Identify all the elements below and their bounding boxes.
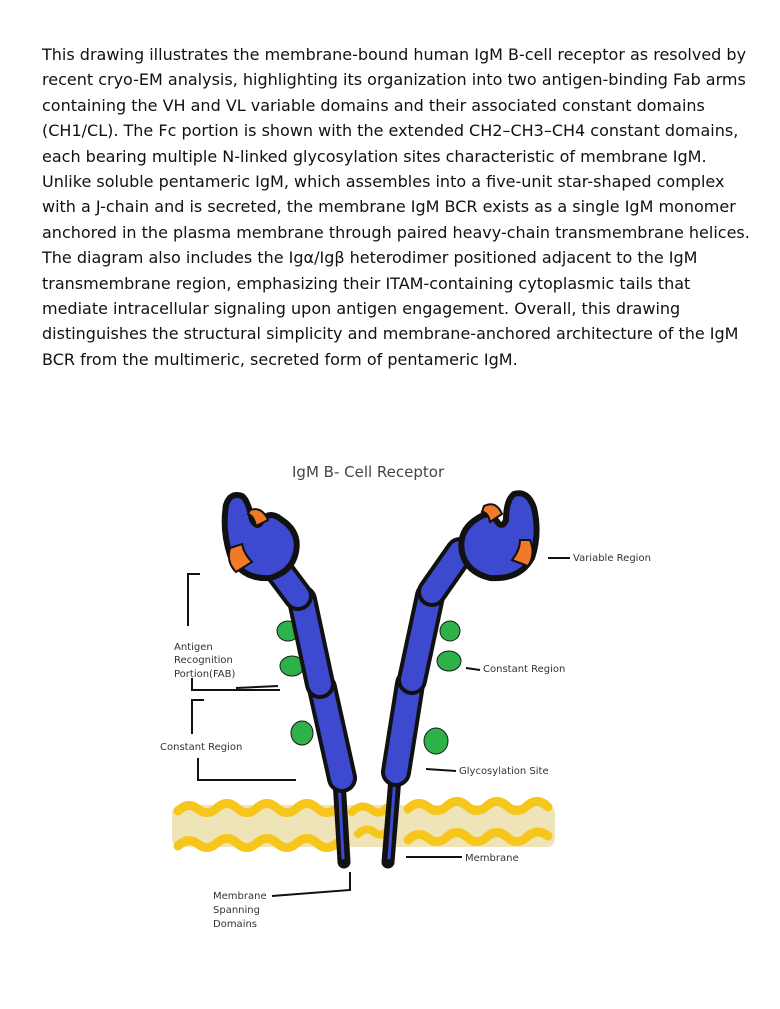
- glycan-right-2: [437, 651, 461, 671]
- membrane-bilayer: [172, 801, 555, 847]
- label-variable-region: Variable Region: [573, 553, 651, 564]
- label-antigen-recognition-3: Portion(FAB): [174, 669, 236, 680]
- label-antigen-recognition-1: Antigen: [174, 642, 213, 653]
- diagram-title: IgM B- Cell Receptor: [292, 463, 445, 481]
- glycosylation-leader: [426, 769, 456, 771]
- membrane-top-leaflet: [178, 803, 338, 812]
- glycan-right-3: [424, 728, 448, 754]
- description-paragraph: This drawing illustrates the membrane-bound human IgM B-cell receptor as resolved by recent cryo-EM analysis, highlighting its organization into two antigen-binding Fab arms containing the VH and VL variable domains and their associated constant domains (CH1/CL). The Fc portion is shown with the extended CH2–CH3–CH4 constant domains, each bearing multiple N-linked glycosylation sites characteristic of membrane IgM. Unlike soluble pentameric IgM, which assembles into a five-unit star-shaped complex with a J-chain and is secreted, the membrane IgM BCR exists as a single IgM monomer anchored in the plasma membrane through paired heavy-chain transmembrane helices. The diagram also includes the Igα/Igβ heterodimer positioned adjacent to the IgM transmembrane region, emphasizing their ITAM-containing cytoplasmic tails that mediate intracellular signaling upon antigen engagement. Overall, this drawing distinguishes the structural simplicity and membrane-anchored architecture of the IgM BCR from the multimeric, secreted form of pentameric IgM.: [42, 45, 750, 369]
- label-constant-region-right: Constant Region: [483, 664, 566, 675]
- constant-bracket-bottom: [198, 758, 296, 780]
- label-glycosylation-site: Glycosylation Site: [459, 766, 549, 777]
- label-antigen-recognition-2: Recognition: [174, 655, 233, 666]
- label-constant-region-left: Constant Region: [160, 742, 243, 753]
- constant-region-right-leader: [466, 668, 480, 670]
- label-membrane-spanning-2: Spanning: [213, 905, 260, 916]
- label-membrane-spanning-3: Domains: [213, 919, 258, 930]
- glycan-right-1: [440, 621, 460, 641]
- fab-bracket: [188, 574, 200, 626]
- glycan-left-3: [291, 721, 313, 745]
- membrane-spanning-pointer: [272, 872, 350, 896]
- label-membrane-spanning-1: Membrane: [213, 891, 267, 902]
- constant-bracket: [192, 700, 204, 734]
- membrane-middle-leaflet-2: [358, 829, 388, 834]
- label-membrane: Membrane: [465, 853, 519, 864]
- membrane-top-leaflet-right: [408, 801, 548, 810]
- fab-pointer: [236, 686, 278, 688]
